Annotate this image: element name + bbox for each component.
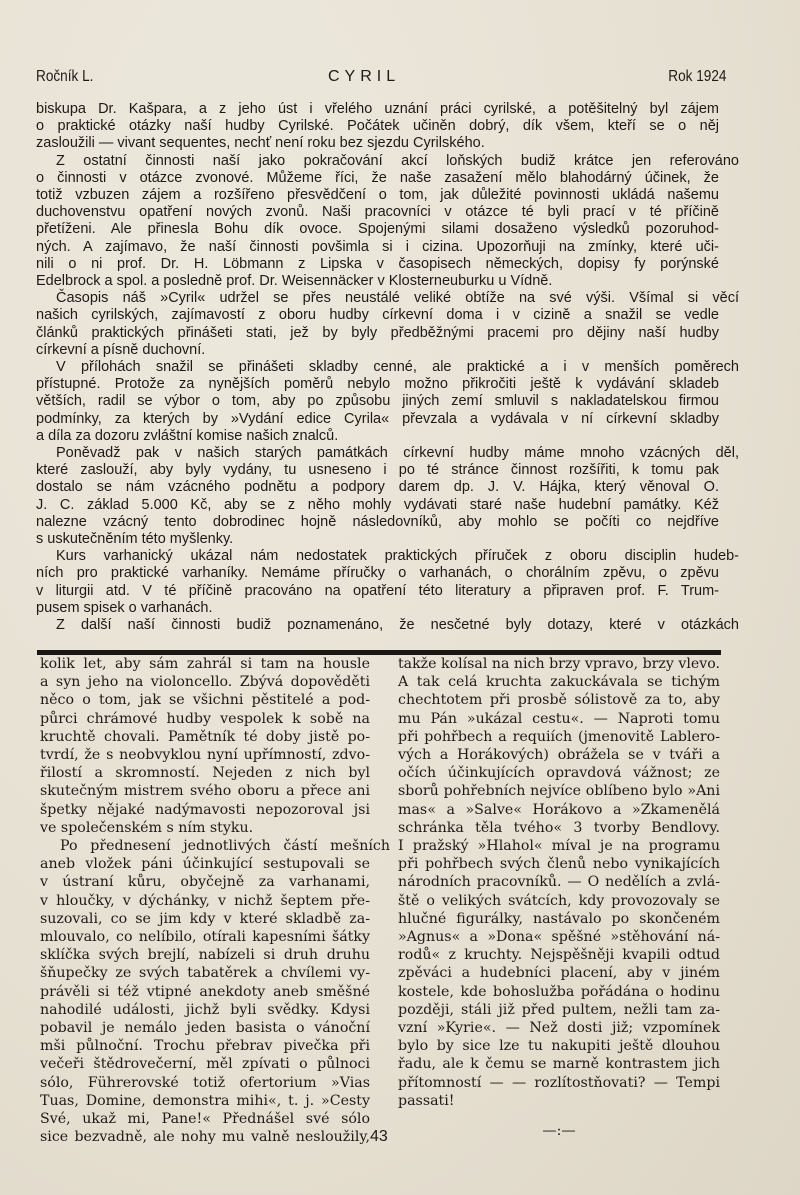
text-line: špetky nějaké nadýmavosti nepozoroval jsi	[40, 801, 370, 818]
text-line: v liturgii atd. V té příčině pracováno na opatření této literatury a připraven prof. F. Trum-	[36, 582, 719, 599]
text-line: o činnosti v otázce zvonové. Můžeme říci, že naše zasažení mělo blahodárný účinek, že	[36, 169, 719, 186]
text-line: půrci chrámové hudby vespolek k sobě na	[40, 710, 370, 727]
text-line: v ústraní kůru, obyčejně za varhanami,	[40, 874, 370, 891]
text-line: nalezne vzácný tento dobrodinec hojně následovníků, aby mohlo se počíti co nejdříve	[36, 513, 719, 530]
closing-ornament: —:—	[542, 1123, 576, 1140]
text-line: vzní »Kyrie«. — Než dosti již; vzpomínek	[398, 1020, 720, 1037]
text-line: právěli si též vtipné anekdoty aneb směšné	[40, 983, 370, 1000]
text-line: o praktické otázky naší hudby Cyrilské. Počátek učiněn dobrý, dík všem, kteří se o něj	[36, 118, 719, 135]
text-line: dostalo se nám vzácného podnětu a podpory darem dp. J. V. Hájka, který věnoval O.	[36, 479, 719, 496]
text-line: kostele, kde bohoslužba pořádána o hodinu	[398, 983, 720, 1000]
text-line: Z ostatní činnosti naší jako pokračování akcí loňských budiž krátce jen referováno	[56, 152, 739, 169]
page-number: 43	[370, 1128, 388, 1145]
text-line: kolik let, aby sám zahrál si tam na housle	[40, 656, 370, 672]
text-line: článků praktických přinášeti stati, jež by byly předběžnými pracemi pro dějiny naší hudby	[36, 324, 719, 341]
text-line: při pohřbech a requiích (jmenovitě Lablero-	[398, 728, 720, 745]
text-line: sice bezvadně, ale nohy mu valně nesloužily,	[40, 1129, 370, 1146]
volume-label: Ročník L.	[36, 68, 94, 85]
text-line: Po přednesení jednotlivých částí mešních	[60, 838, 390, 855]
text-line: nahodilé události, jichž byli svědky. Kdysi	[40, 1001, 370, 1018]
text-line: skutečným mistrem svého oboru a přece ani	[40, 783, 370, 800]
text-line: pobavil je nemálo jeden basista o vánoční	[40, 1020, 370, 1037]
text-line: Kurs varhanický ukázal nám nedostatek praktických příruček z oboru disciplin hudeb-	[56, 548, 739, 565]
text-line: rodů« z kruchty. Nejspěšněji kvapili odtud	[398, 947, 720, 964]
text-line: A tak celá kruchta zakuckávala se tichým	[398, 674, 720, 691]
text-line: podmínky, za kterých by »Vydání edice Cyrila« převzala a vydávala v ní církevní skladby	[36, 410, 719, 427]
text-line: takže kolísal na nich brzy vpravo, brzy vlevo.	[398, 656, 720, 672]
text-line: řilostí a skromností. Nejeden z nich byl	[40, 765, 370, 782]
text-line: zpěváci a hudebníci placení, aby v jiném	[398, 965, 720, 982]
text-line: biskupa Dr. Kašpara, a z jeho úst i vřelého uznání práci cyrilské, a potěšitelný byl zájem	[36, 101, 719, 117]
top-text-block	[36, 101, 739, 634]
text-line: v hloučky, v dýchánky, v nichž šeptem pře-	[40, 892, 370, 909]
right-column	[398, 655, 720, 1140]
text-line: očích účinkujících opravdová vážnost; ze	[398, 765, 720, 782]
text-line: mas« a »Salve« Horákovo a »Zkamenělá	[398, 801, 720, 818]
text-line: Edelbrock a spol. a posledně prof. Dr. Weisennäcker v Klosterneuburku u Vídně.	[36, 273, 553, 290]
text-line: přítomností — — rozlítostňovati? — Tempi	[398, 1074, 720, 1091]
text-line: národních pracovníků. — O nedělích a zvlá-	[398, 874, 720, 891]
year-label: Rok 1924	[667, 68, 726, 85]
text-line: řadu, ale k čemu se marně kontrastem jich	[398, 1056, 720, 1073]
text-line: mu Pán »ukázal cestu«. — Naproti tomu	[398, 710, 720, 727]
text-line: našich cyrilských, zajímavostí z oboru hudby církevní doma i v cizině a snažil se vedle	[36, 307, 719, 324]
text-line: V přílohách snažil se přinášeti skladby cenné, ale praktické a i v menších poměrech	[56, 359, 739, 376]
text-line: passati!	[398, 1092, 455, 1109]
text-line: hlučné figurálky, nastávalo po skončeném	[398, 910, 720, 927]
text-line: tvrdí, že s neobvyklou nyní upřímností, zdvo-	[40, 747, 370, 764]
text-line: Své, ukaž mi, Pane!« Přednášel své sólo	[40, 1111, 370, 1128]
text-line: nili o ni prof. Dr. H. Löbmann z Lipska v časopisech německých, dopisy fy porýnské	[36, 255, 719, 272]
text-line: suzovali, co se jim kdy v které skladbě za-	[40, 910, 370, 927]
text-line: aneb vložek páni účinkující sestupovali se	[40, 856, 370, 873]
text-line: schránka těla tvého« 3 tvorby Bendlovy.	[398, 819, 720, 836]
text-line: později, stáli již před pultem, nežli tam za-	[398, 1001, 720, 1018]
text-line: vých a Horákových) obrážela se v tváři a	[398, 747, 720, 764]
text-line: šňupečky ze svých tabatěrek a chvílemi vy-	[40, 965, 370, 982]
text-line: Tuas, Domine, demonstra mihi«, t. j. »Cesty	[40, 1092, 370, 1109]
text-line: sborů pohřebních nejvíce oblíbeno bylo »Ani	[398, 783, 720, 800]
text-line: bylo by sice lze tu nakupiti ještě dlouhou	[398, 1038, 720, 1055]
text-line: ných. A zajímavo, že naší činnosti povšimla si i cizina. Upozorňuji na zmínky, které uči-	[36, 238, 719, 255]
text-line: ve společenském s ním styku.	[40, 819, 254, 836]
text-line: »Agnus« a »Dona« spěšné »stěhování ná-	[398, 929, 720, 946]
text-line: sólo, Führerovské totiž ofertorium »Vias	[40, 1074, 370, 1091]
text-line: kruchtě chovali. Pamětník té doby jistě po-	[40, 728, 370, 745]
text-line: s uskutečněním této myšlenky.	[36, 531, 234, 548]
text-line: něco o tom, jak se všichni pěstitelé a pod-	[40, 692, 370, 709]
text-line: totiž vzbuzen zájem a rozšířeno přesvědčení o tom, jak důležité povinnosti ukládá našemu	[36, 187, 719, 204]
text-line: Poněvadž pak v našich starých památkách církevní hudby máme mnoho vzácných děl,	[56, 445, 739, 462]
text-line: přetíženi. Ale přinesla Bohu dík ovoce. Spojenými silami dosaženo výsledků pozoruhod-	[36, 221, 719, 238]
text-line: mlouvalo, co nelíbilo, otírali kapesními šátky	[40, 929, 370, 946]
text-line: ních pro praktické varhaníky. Nemáme příručky o varhanách, o chorálním zpěvu, o zpěvu	[36, 565, 719, 582]
text-line: větších, radil se výbor o tom, aby po způsobu jiných zemí smluvil s nakladatelskou firmou	[36, 393, 719, 410]
text-line: večeři štědrovečerní, měl zpívati o půlnoci	[40, 1056, 370, 1073]
text-line: J. C. základ 5.000 Kč, aby se z něho mohly vydávati staré naše hudební památky. Kéž	[36, 496, 719, 513]
journal-title: CYRIL	[328, 68, 401, 85]
text-line: které zaslouží, aby byly vydány, tu usneseno i po té stránce činnost rozšířiti, k tomu pak	[36, 462, 719, 479]
text-line: I pražský »Hlahol« míval je na programu	[398, 838, 720, 855]
text-line: duchovenstvu opatření nových zvonů. Naši pracovníci v otázce té byli prací v té příčině	[36, 204, 719, 221]
text-line: pusem spisek o varhanách.	[36, 599, 213, 616]
text-line: při pohřbech svých členů nebo vynikajících	[398, 856, 720, 873]
text-line: zasloužili — vivant sequentes, nechť není roku bez sjezdu Cyrilského.	[36, 135, 485, 152]
text-line: chechtotem při prosbě sólistově za to, aby	[398, 692, 720, 709]
text-line: mši půlnoční. Trochu přebrav pivečka při	[40, 1038, 370, 1055]
text-line: Časopis náš »Cyril« udržel se přes neustálé veliké obtíže na své výši. Všímal si věcí	[56, 290, 739, 307]
text-line: a díla za dozoru zvláštní komise našich znalců.	[36, 427, 339, 444]
text-line: Z další naší činnosti budiž poznamenáno, že nesčetné byly dotazy, které v otázkách	[56, 617, 739, 634]
text-line: církevní a písně duchovní.	[36, 341, 206, 358]
text-line: sklíčka svých brejlí, nabízeli si druh druhu	[40, 947, 370, 964]
text-line: a syn jeho na violoncello. Zbývá dopověděti	[40, 674, 370, 691]
text-line: přístupné. Protože za nynějších poměrů nebylo možno přikročiti ještě k vydávání skladeb	[36, 376, 719, 393]
running-head	[36, 68, 726, 90]
text-line: ště o velikých svátcích, kdy provozovaly se	[398, 892, 720, 909]
